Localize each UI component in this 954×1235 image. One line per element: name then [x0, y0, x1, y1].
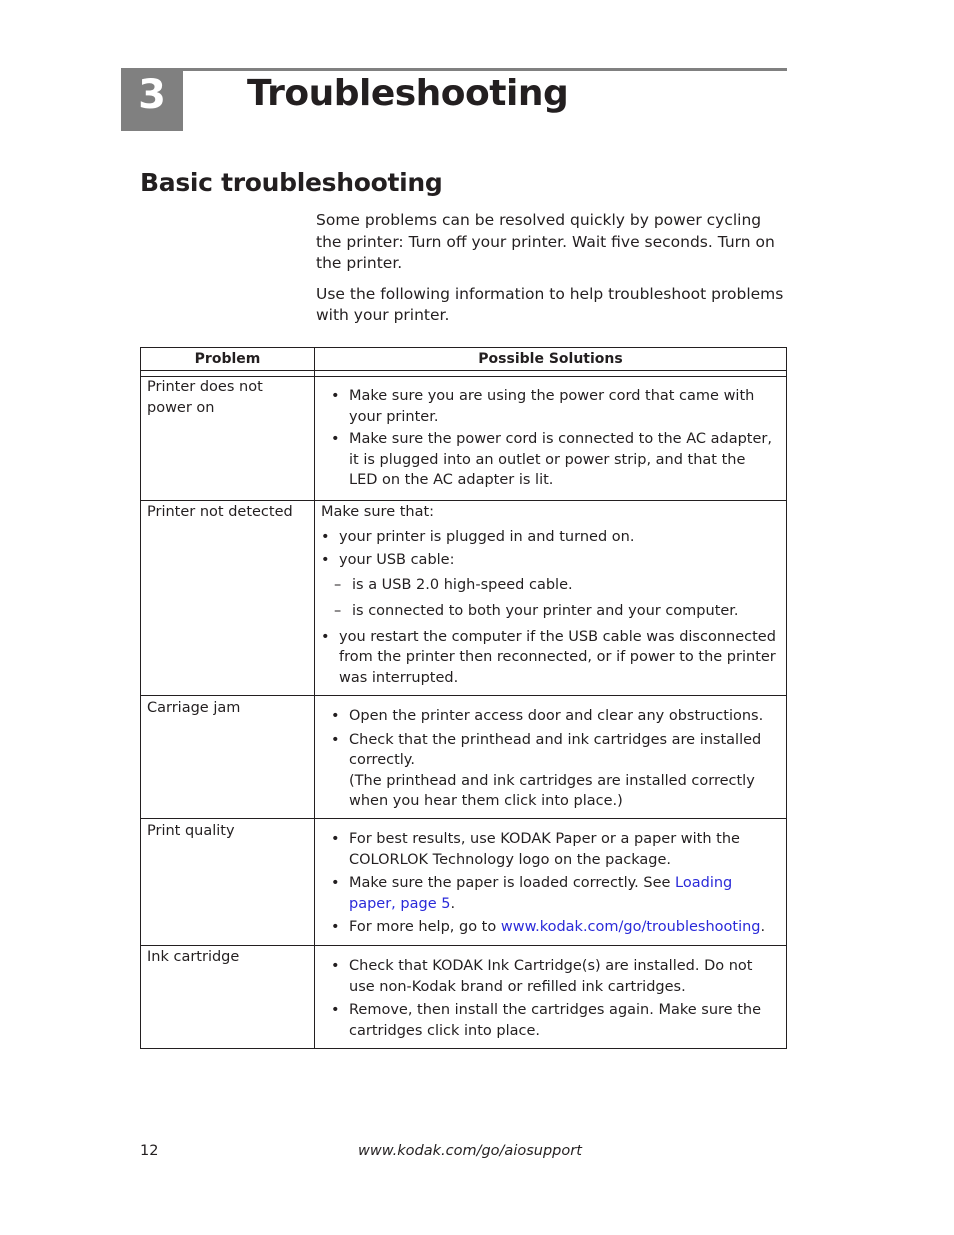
chapter-number: 3: [138, 72, 166, 118]
troubleshooting-table: [140, 347, 787, 1049]
solution-lead: Make sure that:: [321, 504, 435, 520]
solution-cell: [315, 819, 787, 946]
list-item: [321, 550, 776, 571]
problem-cell: Ink cartridge: [141, 946, 315, 1049]
list-item: [321, 917, 776, 938]
table-row: [141, 696, 787, 819]
chapter-title: Troubleshooting: [247, 73, 569, 114]
list-item: [321, 873, 776, 914]
list-item: • For best results, use KODAK Paper or a paper with the COLORLOK Technology logo on the package.: [321, 829, 776, 870]
list-item: • your printer is plugged in and turned on.: [321, 527, 776, 548]
list-item-text: Check that the printhead and ink cartridges are installed correctly.: [349, 731, 762, 768]
list-item: • you restart the computer if the USB cable was disconnected from the printer then reconnected, or if power to the printer was interrupted.: [321, 627, 776, 689]
sub-list-item: – is a USB 2.0 high-speed cable.: [303, 575, 776, 596]
intro-text: [316, 210, 786, 336]
header-problem: Problem: [141, 348, 315, 371]
table-row: [141, 946, 787, 1049]
list-item: • Check that KODAK Ink Cartridge(s) are installed. Do not use non-Kodak brand or refilled ink cartridges.: [321, 956, 776, 997]
header-solutions: Possible Solutions: [315, 348, 787, 371]
loading-paper-link[interactable]: Loading paper, page 5: [349, 875, 733, 912]
solution-cell: [315, 377, 787, 501]
list-item: • Open the printer access door and clear any obstructions.: [321, 706, 776, 727]
problem-cell: Carriage jam: [141, 696, 315, 819]
list-item-text: .: [760, 919, 766, 935]
list-item-text: For more help, go to: [349, 919, 501, 935]
solution-cell: [315, 696, 787, 819]
page-number: 12: [140, 1143, 159, 1159]
list-item: • Remove, then install the cartridges again. Make sure the cartridges click into place.: [321, 1000, 776, 1041]
problem-cell: Printer not detected: [141, 501, 315, 696]
list-item-text: .: [450, 895, 456, 912]
table-header-row: [141, 348, 787, 371]
section-title: Basic troubleshooting: [140, 168, 443, 197]
problem-cell: Printer does not power on: [141, 377, 315, 501]
sub-list-item: – is connected to both your printer and your computer.: [303, 601, 776, 622]
table-row: [141, 819, 787, 946]
list-item: • Make sure you are using the power cord that came with your printer.: [321, 386, 776, 427]
footer-url: www.kodak.com/go/aiosupport: [358, 1143, 582, 1159]
list-item: • Make sure the power cord is connected to the AC adapter, it is plugged into an outlet or power strip, and that the LED on the AC adapter is lit.: [321, 429, 776, 491]
list-item-text: Make sure the paper is loaded correctly. See: [349, 875, 676, 891]
chapter-rule: [121, 68, 787, 71]
intro-paragraph-1: Some problems can be resolved quickly by power cycling the printer: Turn off your printer. Wait five seconds. Turn on the printer.: [316, 211, 775, 272]
solution-cell: [315, 501, 787, 696]
chapter-number-box: [121, 69, 183, 131]
table-row: [141, 501, 787, 696]
problem-cell: Print quality: [141, 819, 315, 946]
table-row: [141, 377, 787, 501]
intro-paragraph-2: Use the following information to help troubleshoot problems with your printer.: [316, 284, 784, 324]
solution-cell: [315, 946, 787, 1049]
list-item-note: (The printhead and ink cartridges are installed correctly when you hear them click into place.): [349, 772, 755, 809]
list-item-text: your USB cable:: [339, 552, 455, 568]
list-item: [321, 730, 776, 812]
troubleshooting-url-link[interactable]: www.kodak.com/go/troubleshooting: [500, 919, 761, 935]
